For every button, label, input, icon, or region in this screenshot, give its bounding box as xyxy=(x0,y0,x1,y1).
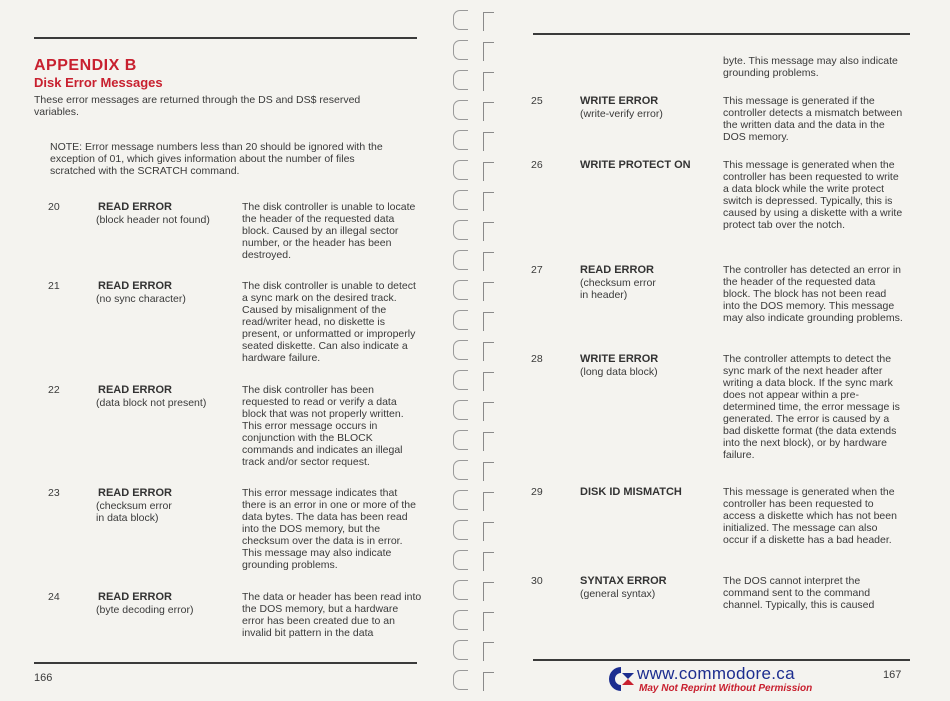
section-subheading: Disk Error Messages xyxy=(34,75,163,90)
binding-hook xyxy=(483,252,494,271)
error-description: This message is generated when the controller has been requested to write a data block while the write protect switch is depressed. Typically, this is caused by using a diskette with a write protect tab over the notch. xyxy=(723,159,903,231)
error-subtitle: (checksum error in data block) xyxy=(96,500,172,524)
left-page xyxy=(0,0,440,701)
error-number: 30 xyxy=(531,575,543,587)
commodore-logo xyxy=(606,664,636,694)
binding-hook xyxy=(483,162,494,181)
binding-hook xyxy=(483,312,494,331)
page-number: 166 xyxy=(34,672,53,684)
error-subtitle: (write-verify error) xyxy=(580,108,663,120)
binding-ring xyxy=(453,130,468,150)
error-number: 26 xyxy=(531,159,543,171)
binding-ring xyxy=(453,640,468,660)
error-number: 29 xyxy=(531,486,543,498)
binding-hook xyxy=(483,42,494,61)
note-paragraph: NOTE: Error message numbers less than 20 should be ignored with the exception of 01, which gives information about the number of files scratched with the SCRATCH command. xyxy=(50,141,383,177)
error-description: The data or header has been read into the DOS memory, but a hardware error has been created due to an invalid bit pattern in the data xyxy=(242,591,422,639)
error-number: 24 xyxy=(48,591,60,603)
binding-hook xyxy=(483,612,494,631)
binding-ring xyxy=(453,70,468,90)
error-subtitle: (byte decoding error) xyxy=(96,604,194,616)
binding-hook xyxy=(483,462,494,481)
binding-hook xyxy=(483,222,494,241)
binding-ring xyxy=(453,400,468,420)
binding-ring xyxy=(453,340,468,360)
binding-ring xyxy=(453,490,468,510)
binding-ring xyxy=(453,190,468,210)
bottom-rule xyxy=(533,659,910,661)
error-description: The disk controller has been requested to read or verify a data block that was not properly written. This error message occurs in conjunction with the BLOCK commands and indicates an illegal track and/or sector request. xyxy=(242,384,404,468)
binding-hook xyxy=(483,492,494,511)
binding-hook xyxy=(483,192,494,211)
binding-hook xyxy=(483,402,494,421)
binding-ring xyxy=(453,310,468,330)
binding-hook xyxy=(483,342,494,361)
binding-hook xyxy=(483,552,494,571)
error-description: This message is generated when the controller has been requested to access a diskette which has not been initialized. The message can also occur if a diskette has a bad header. xyxy=(723,486,897,546)
binding-ring xyxy=(453,550,468,570)
binding-hook xyxy=(483,102,494,121)
binding-hook xyxy=(483,672,494,691)
error-subtitle: (data block not present) xyxy=(96,397,207,409)
binding-hook xyxy=(483,642,494,661)
intro-paragraph: These error messages are returned through the DS and DS$ reserved variables. xyxy=(34,94,361,118)
error-subtitle: (checksum error in header) xyxy=(580,277,656,301)
error-subtitle: (long data block) xyxy=(580,366,658,378)
binding-ring xyxy=(453,670,468,690)
appendix-heading: APPENDIX B xyxy=(34,57,137,74)
error-name: WRITE ERROR xyxy=(580,95,659,107)
error-description: The DOS cannot interpret the command sent to the command channel. Typically, this is caused xyxy=(723,575,875,611)
binding-hook xyxy=(483,582,494,601)
error-name: READ ERROR xyxy=(98,591,172,603)
binding-hook xyxy=(483,372,494,391)
binding-ring xyxy=(453,370,468,390)
binding-hook xyxy=(483,12,494,31)
binding-ring xyxy=(453,100,468,120)
bottom-rule xyxy=(34,662,417,664)
watermark-notice: May Not Reprint Without Permission xyxy=(639,683,813,694)
error-description: The controller has detected an error in the header of the requested data block. The block has not been read into the DOS memory. This message may also indicate grounding problems. xyxy=(723,264,903,324)
binding-ring xyxy=(453,250,468,270)
binding-ring xyxy=(453,520,468,540)
error-number: 20 xyxy=(48,201,60,213)
error-number: 22 xyxy=(48,384,60,396)
watermark-url[interactable]: www.commodore.ca xyxy=(637,664,795,683)
binding-ring xyxy=(453,610,468,630)
error-name: READ ERROR xyxy=(98,280,172,292)
binding-ring xyxy=(453,220,468,240)
error-name: WRITE PROTECT ON xyxy=(580,159,691,171)
binding-ring xyxy=(453,160,468,180)
error-subtitle: (block header not found) xyxy=(96,214,210,226)
binding-hook xyxy=(483,522,494,541)
error-name: READ ERROR xyxy=(98,201,172,213)
error-name: READ ERROR xyxy=(98,487,172,499)
binding-hook xyxy=(483,282,494,301)
error-name: SYNTAX ERROR xyxy=(580,575,667,587)
binding-ring xyxy=(453,430,468,450)
error-number: 27 xyxy=(531,264,543,276)
error-number: 23 xyxy=(48,487,60,499)
binding-ring xyxy=(453,40,468,60)
error-description: byte. This message may also indicate grounding problems. xyxy=(723,55,898,79)
error-subtitle: (no sync character) xyxy=(96,293,186,305)
error-name: DISK ID MISMATCH xyxy=(580,486,682,498)
right-page xyxy=(505,0,950,701)
error-name: READ ERROR xyxy=(580,264,654,276)
binding-ring xyxy=(453,280,468,300)
binding-ring xyxy=(453,580,468,600)
error-description: The disk controller is unable to detect a sync mark on the desired track. Caused by misalignment of the read/writer head, no diskette is present, or unformatted or improperly seated diskette. Can also indicate a hardware failure. xyxy=(242,280,416,364)
error-number: 28 xyxy=(531,353,543,365)
binding-ring xyxy=(453,10,468,30)
error-subtitle: (general syntax) xyxy=(580,588,656,600)
error-description: The disk controller is unable to locate the header of the requested data block. Caused by an illegal sector number, or the header has been destroyed. xyxy=(242,201,416,261)
top-rule xyxy=(34,37,417,39)
error-description: This error message indicates that there is an error in one or more of the data bytes. The data has been read into the DOS memory, but the checksum over the data is in error. This message may also indicate grounding problems. xyxy=(242,487,416,571)
error-number: 25 xyxy=(531,95,543,107)
error-name: READ ERROR xyxy=(98,384,172,396)
binding-hook xyxy=(483,132,494,151)
spiral-binding xyxy=(445,0,505,701)
error-name: WRITE ERROR xyxy=(580,353,659,365)
binding-hook xyxy=(483,432,494,451)
binding-hook xyxy=(483,72,494,91)
binding-ring xyxy=(453,460,468,480)
error-description: This message is generated if the controller detects a mismatch between the written data and the data in the DOS memory. xyxy=(723,95,903,143)
error-number: 21 xyxy=(48,280,60,292)
error-description: The controller attempts to detect the sync mark of the next header after writing a data block. If the sync mark does not appear within a pre-determined time, the error message is generated. The error is caused by a bad diskette format (the data extends into the next block), or by hardware failure. xyxy=(723,353,900,461)
page-number: 167 xyxy=(883,669,902,681)
top-rule xyxy=(533,33,910,35)
